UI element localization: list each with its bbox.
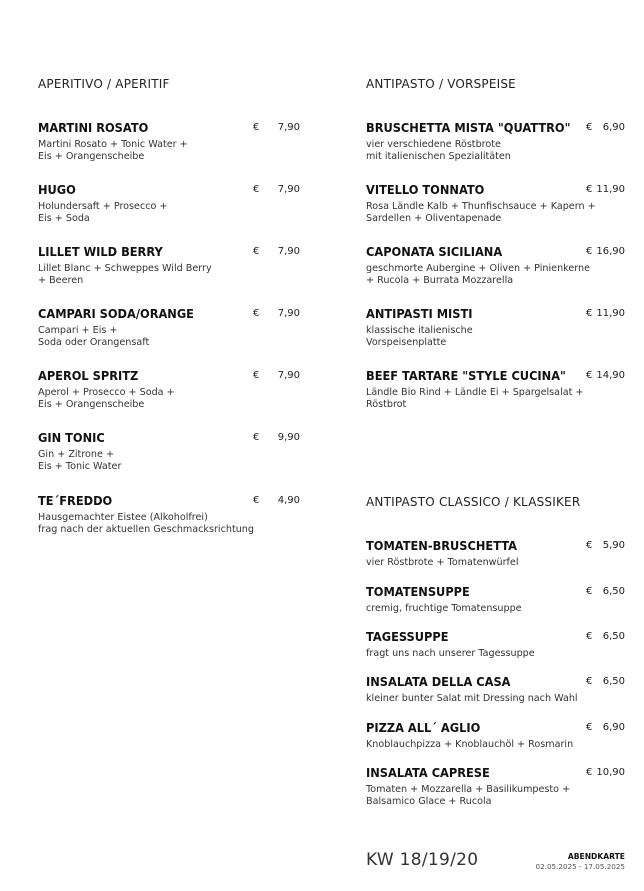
item-description: Hausgemachter Eistee (Alkoholfrei) frag nach der aktuellen Geschmacksrichtung <box>38 512 254 536</box>
item-description: Holundersaft + Prosecco + Eis + Soda <box>38 201 168 225</box>
item-price: 7,90 <box>277 122 300 133</box>
item-description: Ländle Bio Rind + Ländle Ei + Spargelsalat + Röstbrot <box>366 387 584 411</box>
currency-symbol: € <box>253 495 260 506</box>
item-description: geschmorte Aubergine + Oliven + Pinienkerne + Rucola + Burrata Mozzarella <box>366 263 591 287</box>
item-name: INSALATA DELLA CASA <box>366 674 511 689</box>
currency-symbol: € <box>586 540 593 551</box>
menu-item <box>366 182 625 225</box>
currency-symbol: € <box>586 246 593 257</box>
menu-item <box>38 120 300 163</box>
item-name: MARTINI ROSATO <box>38 120 149 135</box>
menu-item <box>366 720 625 751</box>
item-price: 10,90 <box>596 767 625 778</box>
item-description: Martini Rosato + Tonic Water + Eis + Orangenscheibe <box>38 139 188 163</box>
item-description: Rosa Ländle Kalb + Thunfischsauce + Kapern + Sardellen + Oliventapenade <box>366 201 596 225</box>
currency-symbol: € <box>586 122 593 133</box>
item-description: Tomaten + Mozzarella + Basilikumpesto + Balsamico Glace + Rucola <box>366 784 571 808</box>
menu-item <box>38 244 300 287</box>
item-price: 7,90 <box>277 308 300 319</box>
item-name: TE´FREDDO <box>38 493 113 508</box>
item-name: ANTIPASTI MISTI <box>366 306 473 321</box>
menu-item <box>38 368 300 411</box>
currency-symbol: € <box>253 308 260 319</box>
item-price: 7,90 <box>277 246 300 257</box>
currency-symbol: € <box>253 184 260 195</box>
currency-symbol: € <box>253 246 260 257</box>
menu-item <box>38 430 300 473</box>
menu-item <box>366 629 625 660</box>
item-price: 11,90 <box>596 184 625 195</box>
menu-item <box>366 674 625 705</box>
item-description: Knoblauchpizza + Knoblauchöl + Rosmarin <box>366 739 574 750</box>
item-description: Campari + Eis + Soda oder Orangensaft <box>38 325 150 349</box>
menu-type-label: ABENDKARTE <box>567 852 625 861</box>
currency-symbol: € <box>253 370 260 381</box>
classico-heading: ANTIPASTO CLASSICO / KLASSIKER <box>366 495 581 509</box>
menu-item <box>38 182 300 225</box>
item-description: klassische italienische Vorspeisenplatte <box>366 325 473 349</box>
menu-item <box>366 120 625 163</box>
item-name: VITELLO TONNATO <box>366 182 485 197</box>
calendar-week: KW 18/19/20 <box>366 850 479 870</box>
item-price: 6,50 <box>602 676 625 687</box>
item-price: 6,50 <box>602 586 625 597</box>
item-price: 6,90 <box>602 122 625 133</box>
currency-symbol: € <box>586 722 593 733</box>
item-price: 7,90 <box>277 184 300 195</box>
item-name: TOMATEN-BRUSCHETTA <box>366 538 517 553</box>
menu-item <box>366 765 625 808</box>
item-description: Gin + Zitrone + Eis + Tonic Water <box>38 449 122 473</box>
item-name: TOMATENSUPPE <box>366 584 470 599</box>
item-name: INSALATA CAPRESE <box>366 765 490 780</box>
item-name: APEROL SPRITZ <box>38 368 139 383</box>
item-description: vier verschiedene Röstbrote mit italienischen Spezialitäten <box>366 139 511 163</box>
menu-item <box>38 493 300 536</box>
item-name: BRUSCHETTA MISTA "QUATTRO" <box>366 120 571 135</box>
menu-item <box>366 538 625 569</box>
item-name: BEEF TARTARE "STYLE CUCINA" <box>366 368 566 383</box>
item-name: LILLET WILD BERRY <box>38 244 163 259</box>
item-name: HUGO <box>38 182 76 197</box>
currency-symbol: € <box>586 676 593 687</box>
menu-item <box>366 584 625 615</box>
item-name: TAGESSUPPE <box>366 629 449 644</box>
currency-symbol: € <box>586 370 593 381</box>
menu-item <box>366 306 625 349</box>
item-name: CAMPARI SODA/ORANGE <box>38 306 194 321</box>
item-name: GIN TONIC <box>38 430 105 445</box>
currency-symbol: € <box>586 631 593 642</box>
item-price: 11,90 <box>596 308 625 319</box>
currency-symbol: € <box>253 122 260 133</box>
currency-symbol: € <box>586 767 593 778</box>
currency-symbol: € <box>253 432 260 443</box>
aperitivo-heading: APERITIVO / APERITIF <box>38 77 170 91</box>
menu-item <box>366 368 625 411</box>
menu-item <box>366 244 625 287</box>
validity-dates: 02.05.2025 - 17.05.2025 <box>535 862 625 871</box>
antipasto-heading: ANTIPASTO / VORSPEISE <box>366 77 516 91</box>
item-price: 7,90 <box>277 370 300 381</box>
menu-item <box>38 306 300 349</box>
item-description: Lillet Blanc + Schweppes Wild Berry + Beeren <box>38 263 212 287</box>
item-price: 5,90 <box>602 540 625 551</box>
currency-symbol: € <box>586 308 593 319</box>
item-price: 4,90 <box>277 495 300 506</box>
item-description: Aperol + Prosecco + Soda + Eis + Orangenscheibe <box>38 387 175 411</box>
item-name: PIZZA ALL´ AGLIO <box>366 720 481 735</box>
item-price: 9,90 <box>277 432 300 443</box>
item-price: 16,90 <box>596 246 625 257</box>
item-description: cremig, fruchtige Tomatensuppe <box>366 603 522 614</box>
currency-symbol: € <box>586 184 593 195</box>
item-description: vier Röstbrote + Tomatenwürfel <box>366 557 519 568</box>
item-description: fragt uns nach unserer Tagessuppe <box>366 648 535 659</box>
item-price: 6,50 <box>602 631 625 642</box>
item-description: kleiner bunter Salat mit Dressing nach Wahl <box>366 693 578 704</box>
item-price: 14,90 <box>596 370 625 381</box>
item-name: CAPONATA SICILIANA <box>366 244 503 259</box>
currency-symbol: € <box>586 586 593 597</box>
item-price: 6,90 <box>602 722 625 733</box>
